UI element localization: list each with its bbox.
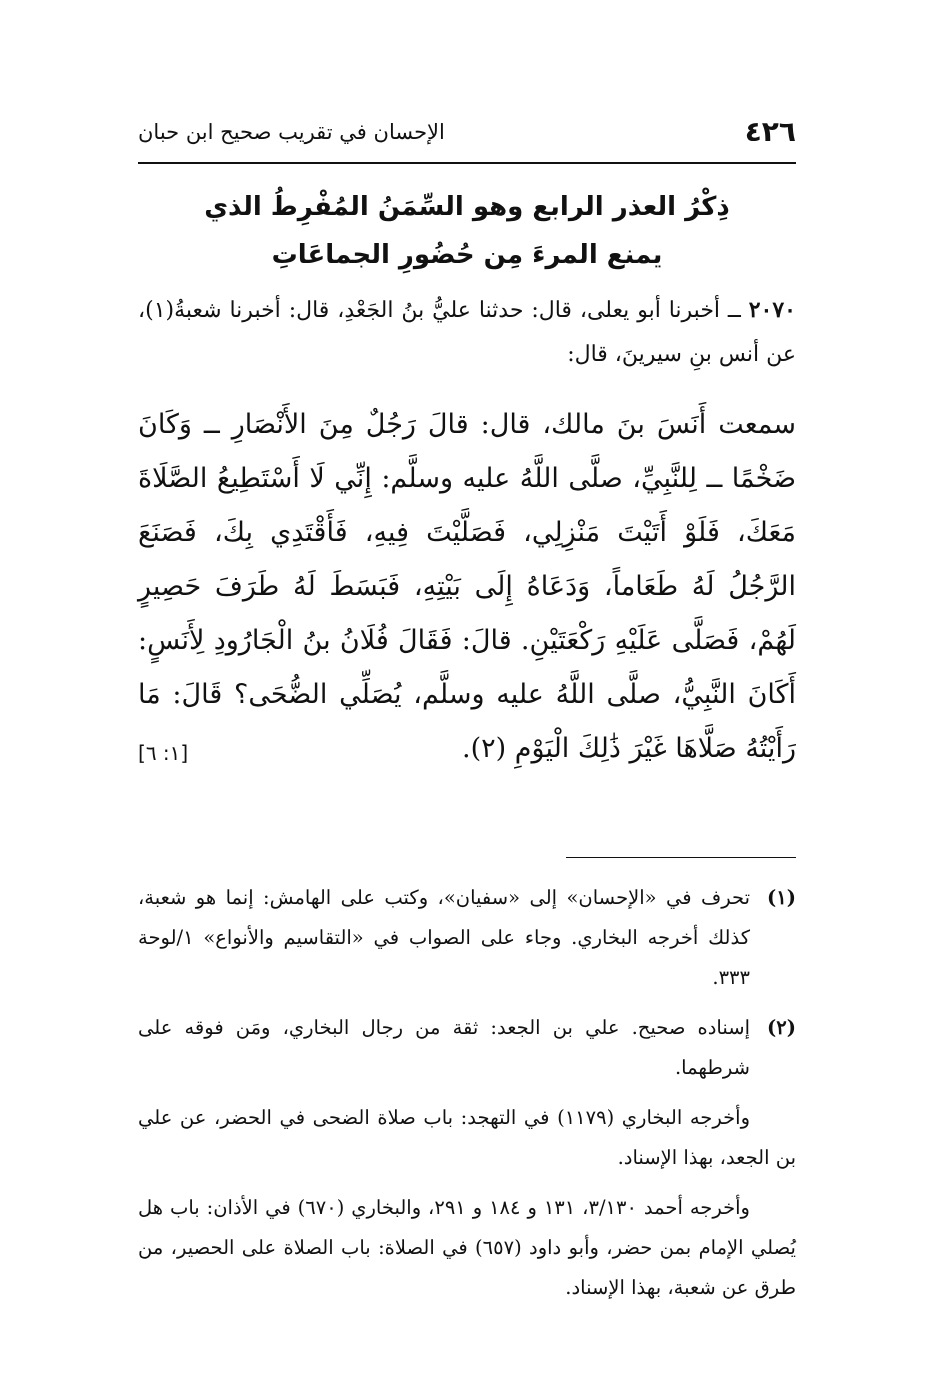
hadith-reference: [١: ٦] <box>138 741 189 765</box>
chapter-title-line-2: يمنع المرءَ مِن حُضُورِ الجماعَاتِ <box>271 240 663 270</box>
footnote-text: تحرف في «الإحسان» إلى «سفيان»، وكتب على الهامش: إنما هو شعبة، كذلك أخرجه البخاري. وجاء على الصواب في «التقاسيم والأنواع» ١/لوحة ٣٣٣. <box>138 886 750 989</box>
hadith-number: ٢٠٧٠ <box>748 297 796 323</box>
page-header <box>138 112 796 156</box>
hadith-isnad <box>138 288 796 377</box>
running-title: الإحسان في تقريب صحيح ابن حبان <box>138 120 445 144</box>
isnad-text: ــ أخبرنا أبو يعلى، قال: حدثنا عليُّ بنُ الجَعْدِ، قال: أخبرنا شعبةُ(١)، عن أنس بنِ سيرينَ، قال: <box>138 298 796 367</box>
footnote-paragraph: وأخرجه البخاري (١١٧٩) في التهجد: باب صلاة الضحى في الحضر، عن علي بن الجعد، بهذا الإسناد. <box>138 1106 796 1169</box>
footnote-text: إسناده صحيح. علي بن الجعد: ثقة من رجال البخاري، ومَن فوقه على شرطهما. <box>138 1016 750 1079</box>
chapter-title-line-1: ذِكْرُ العذر الرابع وهو السِّمَنُ المُفْرِطُ الذي <box>204 192 730 222</box>
footnotes <box>138 878 796 1318</box>
footnote-marker: (١) <box>767 886 796 909</box>
footnote-1 <box>138 878 796 998</box>
footnote-separator <box>566 857 796 858</box>
page-number: ٤٢٦ <box>744 115 796 148</box>
footnote-paragraph: وأخرجه أحمد ٣/١٣٠، ١٣١ و ١٨٤ و ٢٩١، والبخاري (٦٧٠) في الأذان: باب هل يُصلي الإمام بمن حضر، وأبو داود (٦٥٧) في الصلاة: باب الصلاة على الحصير، من طرق عن شعبة، بهذا الإسناد. <box>138 1196 796 1299</box>
matn-text: سمعت أَنَسَ بنَ مالك، قال: قالَ رَجُلٌ مِنَ الأَنْصَارِ ــ وَكَانَ ضَخْمًا ــ لِلنَّبِيِّ، صلَّى اللَّهُ عليه وسلَّم: إِنِّي لَا أَسْتَطِيعُ الصَّلَاةَ مَعَكَ، فَلَوْ أَتَيْتَ مَنْزِلِي، فَصَلَّيْتَ فِيهِ، فَأَقْتَدِي بِكَ، فَصَنَعَ الرَّجُلُ لَهُ طَعَاماً، وَدَعَاهُ إِلَى بَيْتِهِ، فَبَسَطَ لَهُ طَرَفَ حَصِيرٍ لَهُمْ، فَصَلَّى عَلَيْهِ رَكْعَتَيْنِ. قالَ: فَقَالَ فُلَانُ بنُ الْجَارُودِ لِأَنَسٍ: أَكَانَ النَّبِيُّ، صلَّى اللَّهُ عليه وسلَّم، يُصَلِّي الضُّحَى؟ قَالَ: مَا رَأَيْتُهُ صَلَّاهَا غَيْرَ ذَٰلِكَ الْيَوْمِ (٢). <box>138 409 796 764</box>
header-rule <box>138 162 796 164</box>
footnote-marker: (٢) <box>767 1016 796 1039</box>
hadith-matn <box>138 398 796 780</box>
footnote-2 <box>138 1008 796 1088</box>
chapter-title <box>138 183 796 279</box>
